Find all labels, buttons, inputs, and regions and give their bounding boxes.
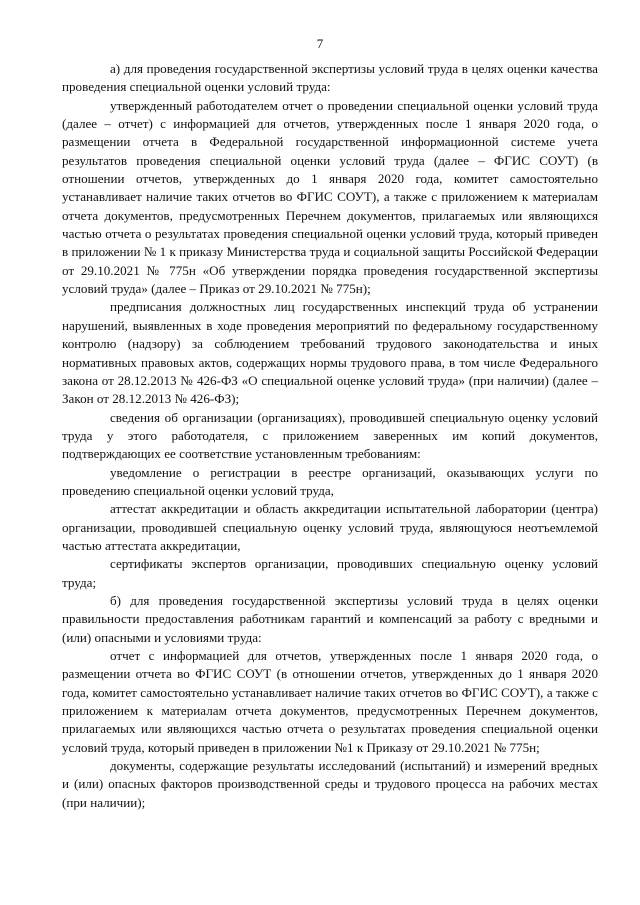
paragraph-a-intro: а) для проведения государственной экспертизы условий труда в целях оценки качества проведения специальной оценки условий труда: <box>62 61 598 95</box>
paragraph-measurement-docs: документы, содержащие результаты исследований (испытаний) и измерений вредных и (или) опасных факторов производственной среды и трудового процесса на рабочих местах (при наличии); <box>62 758 598 810</box>
paragraph-expert-certificates: сертификаты экспертов организации, проводивших специальную оценку условий труда; <box>62 556 598 590</box>
paragraph-organization-info: сведения об организации (организациях), проводившей специальную оценку условий труда у этого работодателя, с приложением заверенных им копий документов, подтверждающих ее соответствие установленным требованиям: <box>62 409 598 462</box>
paragraph-b-intro: б) для проведения государственной экспертизы условий труда в целях оценки правильности предоставления работникам гарантий и компенсаций за работу с вредными и (или) опасными и условиями труда: <box>62 592 598 645</box>
paragraph-report-b: отчет с информацией для отчетов, утвержденных после 1 января 2020 года, о размещении отчета во ФГИС СОУТ (в отношении отчетов, утвержденных до 1 января 2020 года, комитет самостоятельно устанавливает наличие таких отчетов во ФГИС СОУТ), а также с приложением к материалам отчета документов, предусмотренных Перечнем документов, прилагаемых или являющихся частью отчета о результатах проведения специальной оценки условий труда, который приведен в приложении №1 к Приказу от 29.10.2021 № 775н; <box>62 648 598 755</box>
paragraph-report: утвержденный работодателем отчет о проведении специальной оценки условий труда (далее – отчет) с информацией для отчетов, утвержденных после 1 января 2020 года, о размещении отчета в Федеральной государственной информационной системе учета результатов проведения специальной оценки условий труда (далее – ФГИС СОУТ) (в отношении отчетов, утвержденных до 1 января 2020 года, комитет самостоятельно устанавливает наличие таких отчетов во ФГИС СОУТ), а также с приложением к материалам отчета документов, предусмотренных Перечнем документов, прилагаемых или являющихся частью отчета о результатах проведения специальной оценки условий труда, который приведен в приложении № 1 к приказу Министерства труда и социальной защиты Российской Федерации от 29.10.2021 № 775н «Об утверждении порядка проведения государственной экспертизы условий труда» (далее – Приказ от 29.10.2021 № 775н); <box>62 97 598 297</box>
document-body <box>62 60 598 812</box>
paragraph-registry-notice: уведомление о регистрации в реестре организаций, оказывающих услуги по проведению специальной оценки условий труда, <box>62 464 598 498</box>
paragraph-accreditation: аттестат аккредитации и область аккредитации испытательной лаборатории (центра) организации, проводившей специальную оценку условий труда, являющуюся неотъемлемой частью аттестата аккредитации, <box>62 501 598 553</box>
paragraph-prescriptions: предписания должностных лиц государственных инспекций труда об устранении нарушений, выявленных в ходе проведения мероприятий по федеральному государственному контролю (надзору) за соблюдением требований трудового законодательства и иных нормативных правовых актов, содержащих нормы трудового права, в том числе Федерального закона от 28.12.2013 № 426-ФЗ «О специальной оценке условий труда» (при наличии) (далее – Закон от 28.12.2013 № 426-ФЗ); <box>62 299 598 407</box>
page-number: 7 <box>316 36 324 51</box>
